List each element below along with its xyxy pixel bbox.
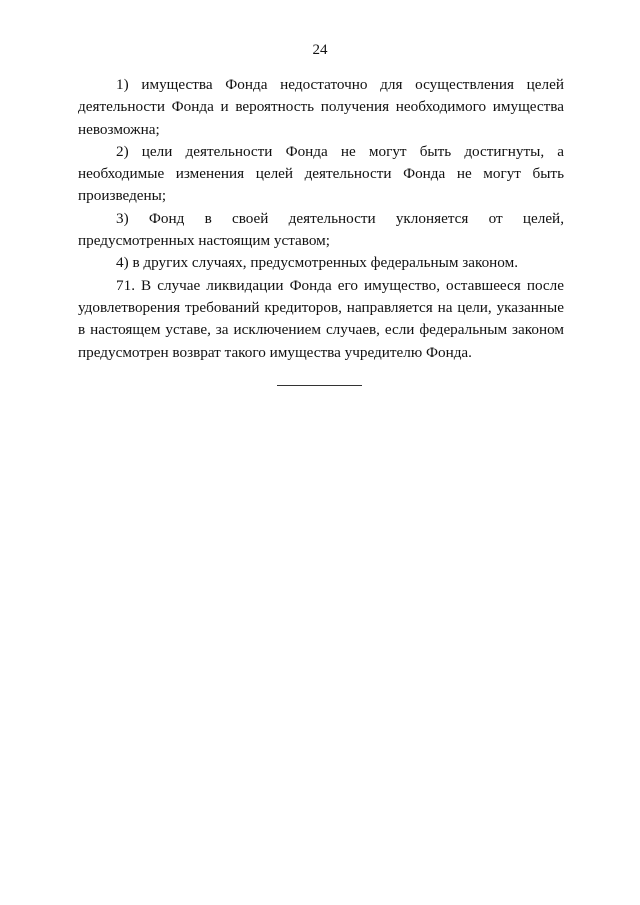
document-body <box>78 74 564 364</box>
list-item-1: 1) имущества Фонда недостаточно для осуществления целей деятельности Фонда и вероятность получения необходимого имущества невозможна; <box>78 76 564 138</box>
clause-71: 71. В случае ликвидации Фонда его имущество, оставшееся после удовлетворения требований кредиторов, направляется на цели, указанные в настоящем уставе, за исключением случаев, если федеральным законом предусмотрен возврат такого имущества учредителю Фонда. <box>78 276 564 361</box>
end-of-document-divider <box>277 385 362 386</box>
list-item-4: 4) в других случаях, предусмотренных федеральным законом. <box>116 254 519 272</box>
list-item-3: 3) Фонд в своей деятельности уклоняется от целей, предусмотренных настоящим уставом; <box>78 209 564 250</box>
page-number: 24 <box>312 42 328 58</box>
list-item-2: 2) цели деятельности Фонда не могут быть достигнуты, а необходимые изменения целей деятельности Фонда не могут быть произведены; <box>78 142 564 205</box>
